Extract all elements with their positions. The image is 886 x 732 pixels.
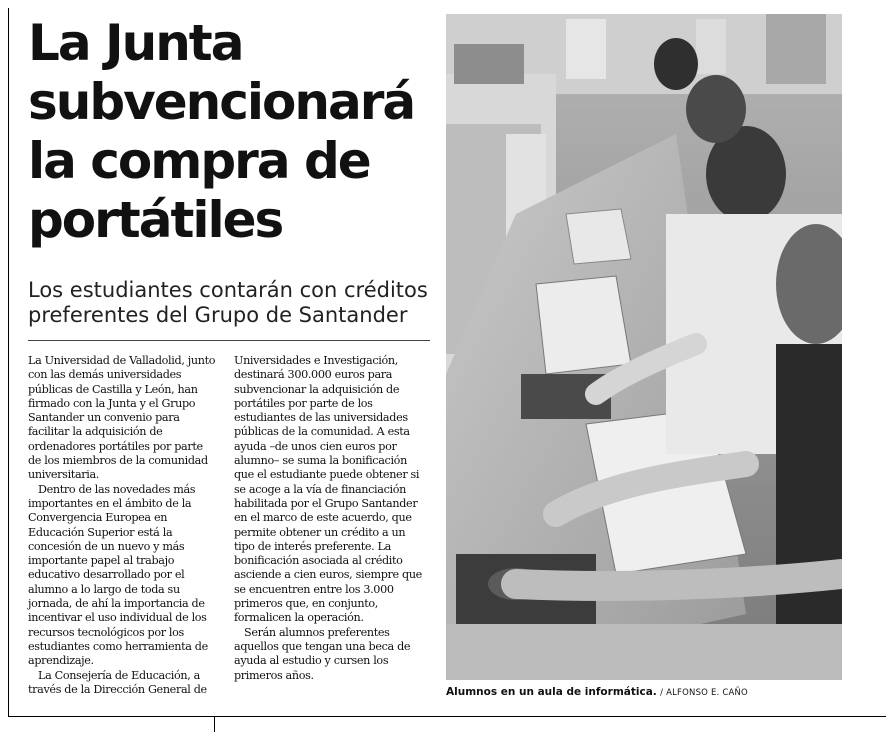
body-column-1 <box>28 354 218 697</box>
body-column-2 <box>234 354 424 683</box>
classroom-photo-illustration <box>446 14 842 680</box>
body-paragraph: La Universidad de Valladolid, junto con las demás universidades públicas de Castilla y León, han firmado con la Junta y el Grupo Santander un convenio para facilitar la adquisición de ordenadores portátiles por parte de los miembros de la comunidad universitaria. <box>28 354 216 482</box>
subheadline-line: preferentes del Grupo de Santander <box>28 303 408 327</box>
body-paragraph: Universidades e Investigación, destinará 300.000 euros para subvencionar la adquisición de portátiles por parte de los estudiantes de las universidades públicas de la comunidad. A esta ayuda –de unos cien euros por alumno– se suma la bonificación que el estudiante puede obtener si se acoge a la vía de financiación habilitada por el Grupo Santander en el marco de este acuerdo, que permite obtener un crédito a un tipo de interés preferente. La bonificación asociada al crédito asciende a cien euros, siempre que se encuentren entre los 3.000 primeros que, en conjunto, formalicen la operación. <box>234 354 422 625</box>
bottom-tick-mark <box>214 716 215 732</box>
classroom-photo <box>446 14 842 680</box>
subheadline-line: Los estudiantes contarán con créditos <box>28 278 428 302</box>
headline-line: subvencionará <box>28 73 415 131</box>
bottom-border-rule <box>8 716 886 717</box>
headline-line: La Junta <box>28 14 243 72</box>
body-paragraph: La Consejería de Educación, a través de la Dirección General de <box>28 668 207 696</box>
photo-caption <box>446 686 846 698</box>
headline-line: portátiles <box>28 191 283 249</box>
body-paragraph: Dentro de las novedades más importantes en el ámbito de la Convergencia Europea en Educación Superior está la concesión de un nuevo y más importante papel al trabajo educativo desarrollado por el alumno a lo largo de toda su jornada, de ahí la importancia de incentivar el uso individual de los recursos tecnológicos por los estudiantes como herramienta de aprendizaje. <box>28 482 208 668</box>
caption-text: Alumnos en un aula de informática. <box>446 686 657 698</box>
photo-credit: / ALFONSO E. CAÑO <box>660 688 748 698</box>
left-border-rule <box>8 8 9 716</box>
headline-line: la compra de <box>28 132 370 190</box>
subheadline <box>28 278 428 328</box>
body-paragraph: Serán alumnos preferentes aquellos que tengan una beca de ayuda al estudio y cursen los primeros años. <box>234 625 411 682</box>
subheadline-divider <box>28 340 430 341</box>
headline <box>28 14 428 250</box>
